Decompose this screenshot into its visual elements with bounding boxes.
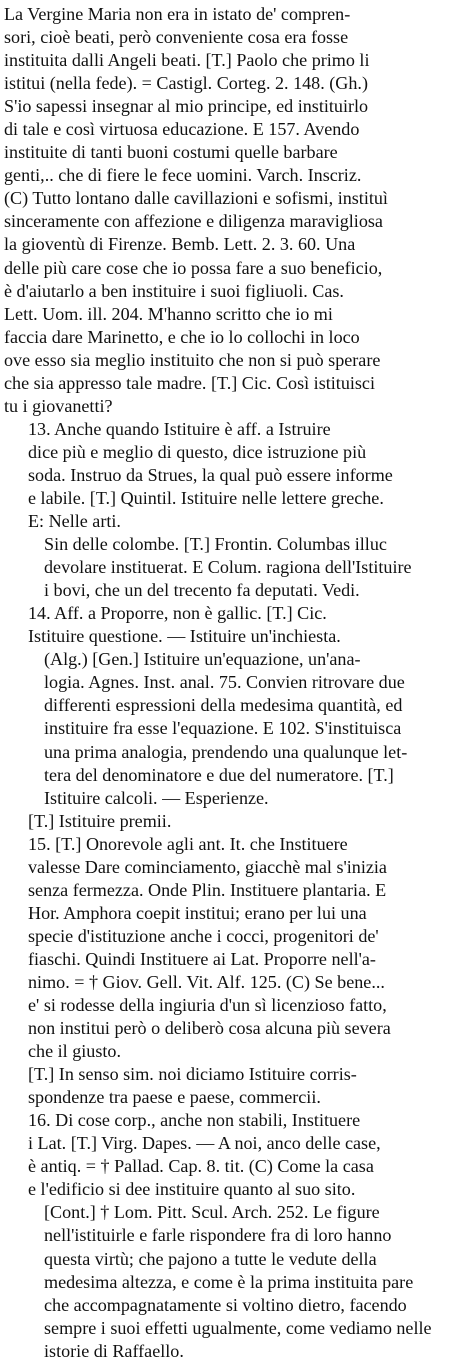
text-line: tu i giovanetti? <box>4 395 113 416</box>
text-line: è antiq. = † Pallad. Cap. 8. tit. (C) Come la casa <box>28 1156 374 1177</box>
text-line: senza fermezza. Onde Plin. Instituere plantaria. E <box>28 879 387 900</box>
text-line: tera del denominatore e due del numeratore. [T.] <box>44 764 394 785</box>
text-line: non institui però o deliberò cosa alcuna più severa <box>28 1018 391 1039</box>
text-line: devolare instituerat. E Colum. ragiona dell'Istituire <box>44 557 412 578</box>
sense-14 <box>4 602 465 648</box>
sense-16 <box>4 1109 465 1201</box>
text-line: (Alg.) [Gen.] Istituire un'equazione, un'ana- <box>44 649 361 670</box>
text-line: Lett. Uom. ill. 204. M'hanno scritto che io mi <box>4 303 333 324</box>
sense-14-algebra <box>4 648 465 809</box>
text-line: che accompagnatamente si voltino dietro, facendo <box>44 1294 407 1315</box>
text-line: specie d'istituzione anche i cocci, progenitori de' <box>28 925 379 946</box>
paragraph-1 <box>4 3 465 418</box>
text-line: e' si rodesse della ingiuria d'un sì licenzioso fatto, <box>28 995 387 1016</box>
sense-14-premii <box>4 810 465 833</box>
text-line: [T.] In senso sim. noi diciamo Istituire corris- <box>28 1064 357 1085</box>
text-line: istitui (nella fede). = Castigl. Corteg. 2. 148. (Gh.) <box>4 73 368 94</box>
text-line: i Lat. [T.] Virg. Dapes. — A noi, anco delle case, <box>28 1133 381 1154</box>
text-line: 16. Di cose corp., anche non stabili, Instituere <box>28 1110 361 1131</box>
text-line: faccia dare Marinetto, e che io lo collochi in loco <box>4 326 360 347</box>
text-line: logia. Agnes. Inst. anal. 75. Convien ritrovare due <box>44 672 405 693</box>
text-line: che sia appresso tale madre. [T.] Cic. Così istituisci <box>4 372 375 393</box>
text-line: spondenze tra paese e paese, commercii. <box>28 1087 321 1108</box>
text-line: genti,.. che di fiere le fece uomini. Varch. Inscriz. <box>4 165 362 186</box>
text-line: questa virtù; che pajono a tutte le vedute della <box>44 1248 377 1269</box>
text-line: instituita dalli Angeli beati. [T.] Paolo che primo li <box>4 50 370 71</box>
text-line: e l'edificio si dee instituire quanto al suo sito. <box>28 1179 356 1200</box>
text-line: delle più care cose che io possa fare a suo beneficio, <box>4 257 383 278</box>
sense-15 <box>4 833 465 1063</box>
text-line: istorie di Raffaello. <box>44 1340 184 1361</box>
text-line: Istituire questione. — Istituire un'inchiesta. <box>28 626 341 647</box>
text-line: soda. Instruo da Strues, la qual può essere informe <box>28 464 393 485</box>
text-line: dice più e meglio di questo, dice istruzione più <box>28 441 367 462</box>
text-line: Istituire calcoli. — Esperienze. <box>44 787 269 808</box>
text-line: fiaschi. Quindi Instituere ai Lat. Proporre nell'a- <box>28 948 376 969</box>
text-line: ove esso sia meglio instituito che non si può sperare <box>4 349 381 370</box>
text-line: S'io sapessi insegnar al mio principe, ed instituirlo <box>4 96 369 117</box>
text-line: e labile. [T.] Quintil. Istituire nelle lettere greche. <box>28 487 384 508</box>
text-line: instituite di tanti buoni costumi quelle barbare <box>4 142 338 163</box>
text-line: 14. Aff. a Proporre, non è gallic. [T.] Cic. <box>28 603 327 624</box>
sense-13-continued <box>4 533 465 602</box>
text-line: Sin delle colombe. [T.] Frontin. Columbas illuc <box>44 534 387 555</box>
text-line: valesse Dare cominciamento, giacchè mal s'inizia <box>28 856 387 877</box>
text-line: la gioventù di Firenze. Bemb. Lett. 2. 3. 60. Una <box>4 234 356 255</box>
sense-15-continued <box>4 1063 465 1109</box>
text-line: E: Nelle arti. <box>28 511 121 532</box>
text-line: [Cont.] † Lom. Pitt. Scul. Arch. 252. Le figure <box>44 1202 380 1223</box>
sense-16-continued <box>4 1201 465 1362</box>
text-line: (C) Tutto lontano dalle cavillazioni e sofismi, instituì <box>4 188 388 209</box>
text-line: 15. [T.] Onorevole agli ant. It. che Instituere <box>28 833 348 854</box>
text-line: medesima altezza, e come è la prima instituita pare <box>44 1271 414 1292</box>
text-line: che il giusto. <box>28 1041 121 1062</box>
text-line: sori, cioè beati, però conveniente cosa era fosse <box>4 27 349 48</box>
text-line: i bovi, che un del trecento fa deputati. Vedi. <box>44 580 360 601</box>
text-line: differenti espressioni della medesima quantità, ed <box>44 695 403 716</box>
sense-13 <box>4 418 465 533</box>
text-line: nell'istituirle e farle rispondere fra di loro hanno <box>44 1225 392 1246</box>
text-line: [T.] Istituire premii. <box>28 810 172 831</box>
text-line: La Vergine Maria non era in istato de' compren- <box>4 4 351 24</box>
text-line: sempre i suoi effetti ugualmente, come vediamo nelle <box>44 1317 432 1338</box>
text-line: Hor. Amphora coepit institui; erano per lui una <box>28 902 367 923</box>
text-line: sinceramente con affezione e diligenza maravigliosa <box>4 211 383 232</box>
text-line: una prima analogia, prendendo una qualunque let- <box>44 741 408 762</box>
text-line: di tale e così virtuosa educazione. E 157. Avendo <box>4 119 360 140</box>
text-line: nimo. = † Giov. Gell. Vit. Alf. 125. (C) Se bene... <box>28 971 385 992</box>
text-line: è d'aiutarlo a ben instituire i suoi figliuoli. Cas. <box>4 280 344 301</box>
text-line: instituire fra esse l'equazione. E 102. S'instituisca <box>44 718 402 739</box>
text-line: 13. Anche quando Istituire è aff. a Istruire <box>28 418 331 439</box>
